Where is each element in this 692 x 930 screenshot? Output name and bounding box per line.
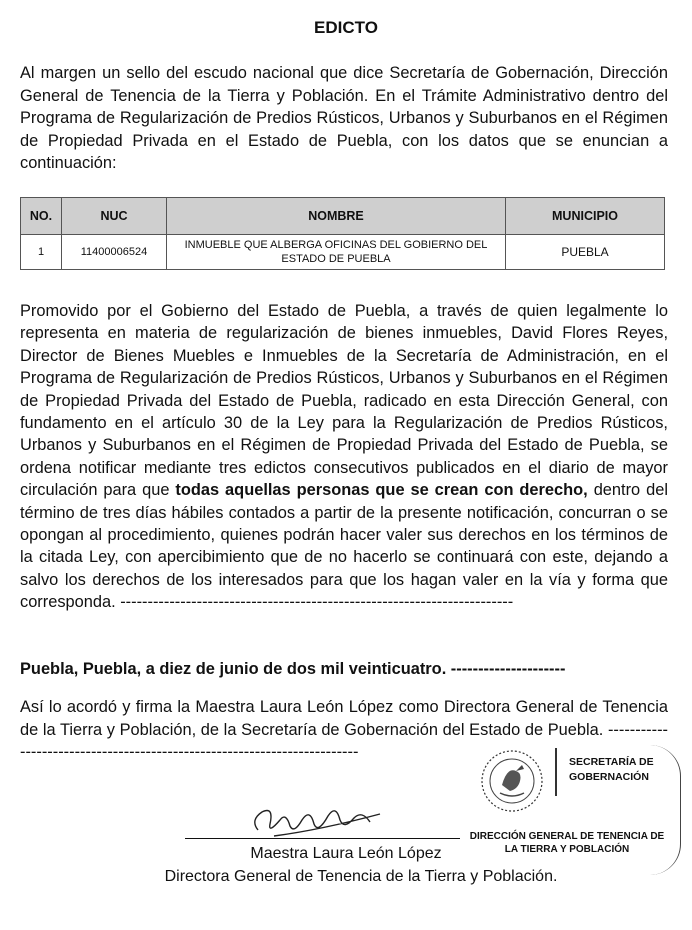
main-paragraph-bold: todas aquellas personas que se crean con derecho,	[175, 481, 588, 500]
column-header-nombre: NOMBRE	[167, 198, 506, 235]
main-paragraph	[20, 300, 668, 614]
signature-line	[185, 838, 460, 839]
place-date: Puebla, Puebla, a diez de junio de dos mil veinticuatro. ---------------------	[20, 660, 566, 678]
agreement-paragraph: Así lo acordó y firma la Maestra Laura León López como Directora General de Tenencia de la Tierra y Población, de la Secretaría de Gobernación del Estado de Puebla. -------------------------------------------------------------------------	[20, 698, 668, 761]
cell-no: 1	[21, 235, 62, 270]
stamp-direccion: DIRECCIÓN GENERAL DE TENENCIA DE LA TIERRA Y POBLACIÓN	[469, 831, 665, 855]
cell-nuc: 11400006524	[62, 235, 167, 270]
stamp-secretaria-text: SECRETARÍA DE GOBERNACIÓN	[569, 756, 654, 783]
column-header-municipio: MUNICIPIO	[506, 198, 665, 235]
cell-municipio: PUEBLA	[506, 235, 665, 270]
signer-role: Directora General de Tenencia de la Tierra y Población.	[164, 868, 558, 885]
document-title: EDICTO	[314, 18, 378, 37]
national-emblem-seal	[472, 745, 552, 817]
signer-name: Maestra Laura León López	[250, 845, 442, 862]
property-table	[20, 197, 665, 270]
main-paragraph-part2: dentro del término de tres días hábiles contados a partir de la presente notificación, concurran o se opongan al procedimiento, quienes podrán hacer valer sus derechos en los términos de la citada Ley, con apercibimiento que de no hacerlo se continuará con este, dejando a salvo los derechos de los interesados para que los hagan valer en la vía y forma que corresponda.	[20, 481, 668, 612]
intro-paragraph: Al margen un sello del escudo nacional que dice Secretaría de Gobernación, Dirección General de Tenencia de la Tierra y Población. En el Trámite Administrativo dentro del Programa de Regularización de Predios Rústicos, Urbanos y Suburbanos en el Régimen de Propiedad Privada en el Estado de Puebla, con los datos que se enuncian a continuación:	[20, 64, 668, 172]
handwritten-signature	[240, 790, 400, 850]
main-paragraph-part1: Promovido por el Gobierno del Estado de Puebla, a través de quien legalmente lo representa en materia de regularización de bienes inmuebles, David Flores Reyes, Director de Bienes Muebles e Inmuebles de la Secretaría de Administración, en el Programa de Regularización de Predios Rústicos, Urbanos y Suburbanos en el Régimen de Propiedad Privada del Estado de Puebla, radicado en esta Dirección General, con fundamento en el artículo 30 de la Ley para la Regularización de Predios Rústicos, Urbanos y Suburbanos en el Régimen de Propiedad Privada del Estado de Puebla, se ordena notificar mediante tres edictos consecutivos publicados en el diario de mayor circulación para que	[20, 302, 668, 500]
cell-nombre: INMUEBLE QUE ALBERGA OFICINAS DEL GOBIERNO DEL ESTADO DE PUEBLA	[167, 235, 506, 270]
table-header-row	[21, 198, 665, 235]
column-header-nuc: NUC	[62, 198, 167, 235]
table-row	[21, 235, 665, 270]
main-paragraph-dashes: ------------------------------------------------------------------------	[115, 593, 514, 612]
column-header-no: NO.	[21, 198, 62, 235]
